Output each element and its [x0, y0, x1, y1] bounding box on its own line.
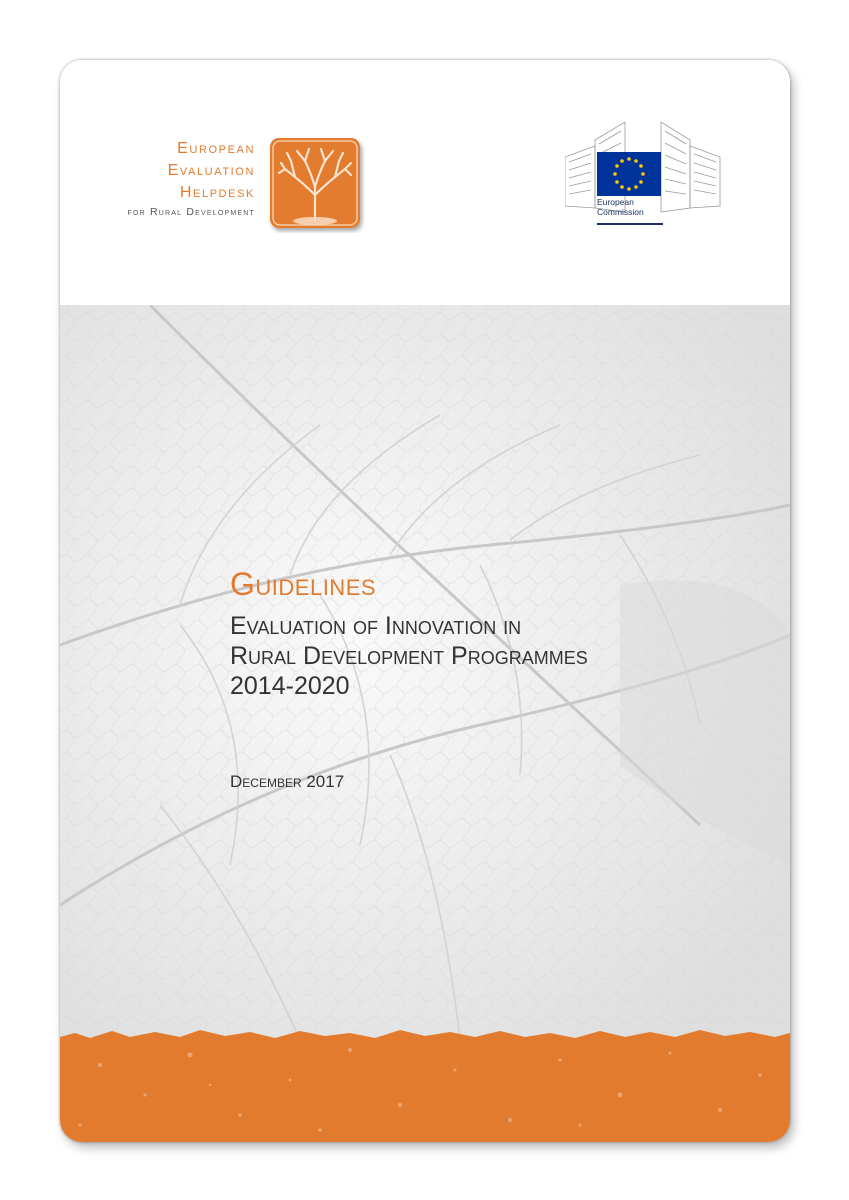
cover-page [60, 60, 790, 1142]
publication-date: December 2017 [230, 772, 345, 791]
ec-line-1: European [597, 197, 634, 207]
eeh-line-3: Helpdesk [179, 184, 255, 201]
tree-logo-icon [267, 135, 365, 233]
eeh-wordmark [90, 138, 255, 218]
document-type-title: Guidelines [230, 566, 377, 602]
ec-underline [597, 223, 663, 225]
subtitle-line-1: Evaluation of Innovation in [230, 612, 522, 640]
eeh-line-2: Evaluation [167, 162, 255, 179]
title-block [230, 565, 750, 701]
header-band [60, 60, 790, 305]
eeh-line-1: European [177, 140, 255, 157]
orange-footer-band [60, 1025, 790, 1142]
ec-line-2: Commission [597, 207, 644, 217]
ec-wordmark [597, 197, 644, 217]
programme-period: 2014-2020 [230, 672, 350, 700]
subtitle-line-2: Rural Development Programmes [230, 642, 588, 670]
european-commission-logo-icon [565, 122, 725, 232]
eeh-subline: for Rural Development [127, 206, 255, 218]
